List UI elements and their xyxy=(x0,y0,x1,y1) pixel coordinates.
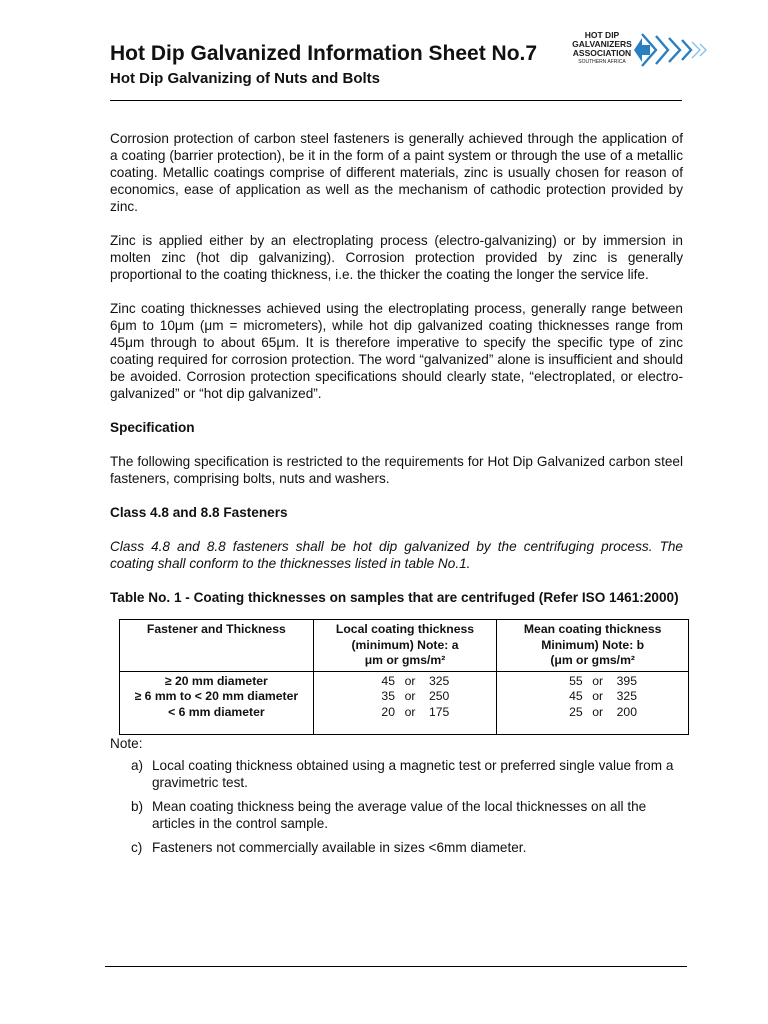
header-mean-thickness: Mean coating thickness Minimum) Note: b (μm or gms/m² xyxy=(497,620,689,672)
specification-paragraph: The following specification is restricted to the requirements for Hot Dip Galvanized carbon steel fasteners, comprising bolts, nuts and washers. xyxy=(110,454,683,486)
page-title: Hot Dip Galvanized Information Sheet No.7 xyxy=(110,42,538,65)
page-subtitle: Hot Dip Galvanizing of Nuts and Bolts xyxy=(110,70,380,87)
intro-paragraph: Corrosion protection of carbon steel fasteners is generally achieved through the application of a coating (barrier protection), be it in the form of a paint system or through the use of a metallic coating. Metallic coatings comprise of different materials, zinc is usually chosen for reason of economics, ease of application as well as the mechanism of cathodic protection provided by zinc. xyxy=(110,131,683,214)
zinc-application-paragraph: Zinc is applied either by an electroplating process (electro-galvanizing) or by immersion in molten zinc (hot dip galvanizing). Corrosion protection provided by zinc is generally proportional to the coating thickness, i.e. the thicker the coating the longer the service life. xyxy=(110,233,683,282)
specification-heading: Specification xyxy=(110,420,195,435)
notes-list xyxy=(110,757,683,856)
table-heading: Table No. 1 - Coating thicknesses on samples that are centrifuged (Refer ISO 1461:2000) xyxy=(110,590,679,605)
footer-divider xyxy=(105,966,687,967)
class-paragraph: Class 4.8 and 8.8 fasteners shall be hot dip galvanized by the centrifuging process. The coating shall conform to the thicknesses listed in table No.1. xyxy=(110,539,683,571)
association-logo xyxy=(572,28,720,72)
header-fastener: Fastener and Thickness xyxy=(120,620,314,672)
list-item: a) Local coating thickness obtained using a magnetic test or preferred single value from a gravimetric test. xyxy=(131,757,674,790)
local-thickness-cell: 45 or 325 35 or 250 20 or 175 xyxy=(313,671,497,734)
coating-thickness-paragraph: Zinc coating thicknesses achieved using the electroplating process, generally range between 6μm to 10μm (μm = micrometers), while hot dip galvanized coating thicknesses range from 45μm through to about 65μm. It is therefore imperative to specify the specific type of zinc coating required for corrosion protection. The word “galvanized” alone is insufficient and should be avoided. Corrosion protection specifications should clearly state, “electroplated, or electro-galvanized” or “hot dip galvanized”. xyxy=(110,301,683,401)
header-divider xyxy=(110,100,682,101)
class-heading: Class 4.8 and 8.8 Fasteners xyxy=(110,505,288,520)
logo-arrows-icon xyxy=(572,28,720,72)
list-item: b) Mean coating thickness being the average value of the local thicknesses on all the articles in the control sample. xyxy=(131,798,647,831)
table-row xyxy=(120,671,689,734)
document-body xyxy=(110,130,683,863)
notes-label: Note: xyxy=(110,735,143,751)
logo-wordmark: HOT DIP GALVANIZERS ASSOCIATION SOUTHERN AFRICA xyxy=(572,30,632,65)
fastener-cell: ≥ 20 mm diameter ≥ 6 mm to < 20 mm diameter < 6 mm diameter xyxy=(120,671,314,734)
header-local-thickness: Local coating thickness (minimum) Note: a μm or gms/m² xyxy=(313,620,497,672)
coating-thickness-table xyxy=(119,619,689,735)
table-header-row xyxy=(120,620,689,672)
mean-thickness-cell: 55 or 395 45 or 325 25 or 200 xyxy=(497,671,689,734)
list-item: c) Fasteners not commercially available in sizes <6mm diameter. xyxy=(131,839,527,855)
